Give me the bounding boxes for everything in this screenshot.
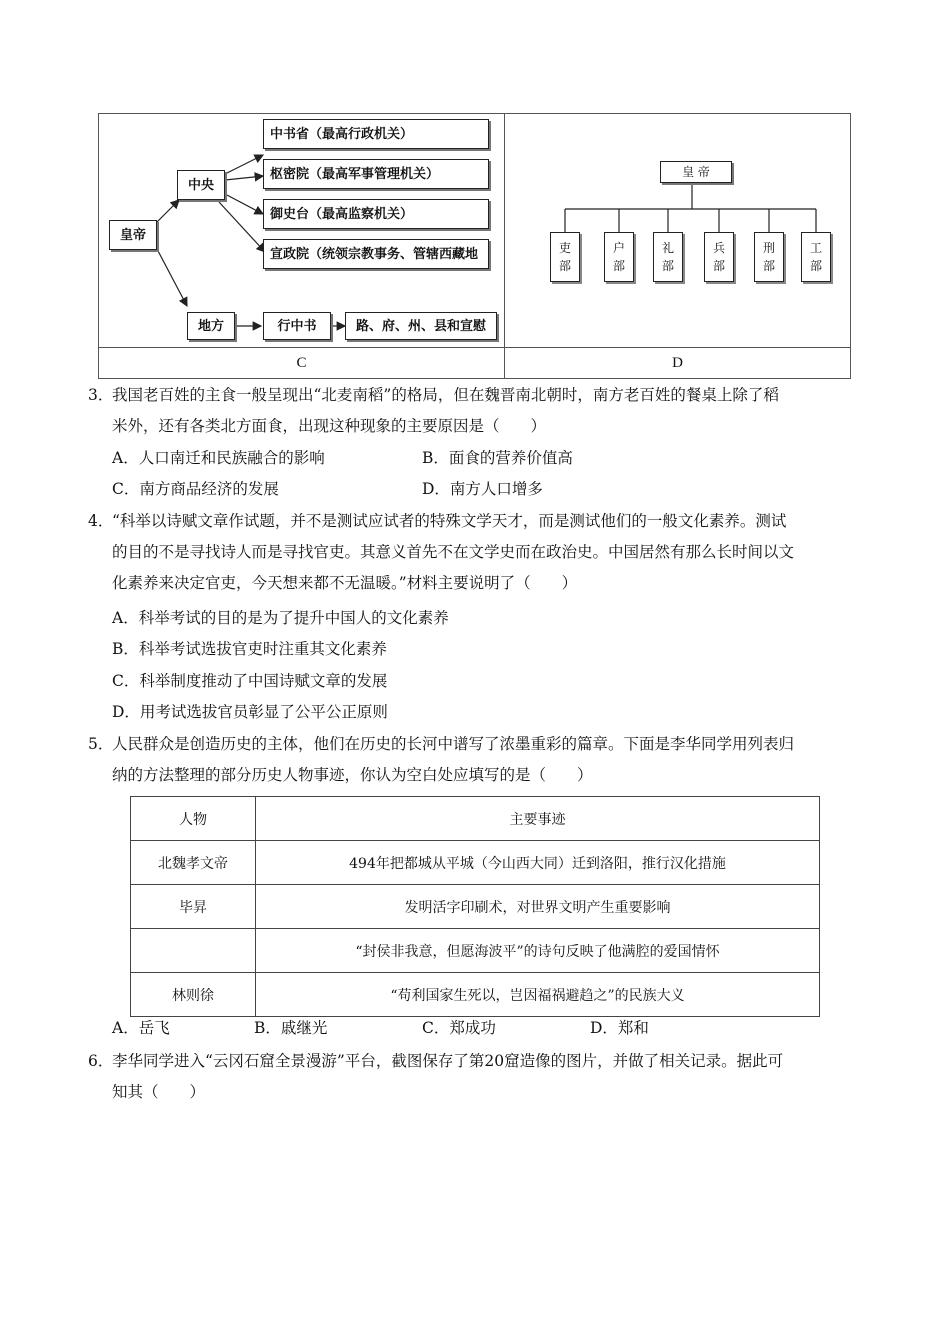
question-3 (88, 380, 858, 442)
q5-option-c[interactable]: C．郑成功 (422, 1019, 496, 1037)
caption-row (99, 347, 850, 378)
emperor-box-d: 皇 帝 (660, 161, 732, 183)
q3-option-d[interactable]: D．南方人口增多 (422, 480, 543, 498)
q4-option-d[interactable]: D．用考试选拔官员彰显了公平公正原则 (112, 703, 388, 721)
caption-c: C (99, 348, 505, 379)
question-6 (88, 1046, 858, 1108)
question-text: 化素养来决定官吏，今天想来都不无温暖。”材料主要说明了（ ） (112, 574, 578, 592)
question-5 (88, 729, 858, 791)
table-cell: 494年把都城从平城（今山西大同）迁到洛阳，推行汉化措施 (256, 841, 820, 885)
table-cell: 毕昇 (131, 885, 256, 929)
question-number: 5． (88, 735, 114, 753)
q4-option-a[interactable]: A．科举考试的目的是为了提升中国人的文化素养 (112, 609, 449, 627)
q3-option-c[interactable]: C．南方商品经济的发展 (112, 480, 279, 498)
ministry-personnel: 吏 部 (550, 232, 580, 282)
shumiyuan-box: 枢密院（最高军事管理机关） (263, 159, 489, 189)
ministry-rites: 礼 部 (653, 232, 683, 282)
question-text: 米外，还有各类北方面食，出现这种现象的主要原因是（ ） (112, 417, 547, 435)
table-row (131, 973, 820, 1017)
question-text: 知其（ ） (112, 1083, 206, 1101)
xuanzhengyuan-box: 宣政院（统领宗教事务、管辖西藏地 (263, 239, 489, 269)
question-text: “科举以诗赋文章作试题，并不是测试应试者的特殊文学天才，而是测试他们的一般文化素养。测试 (112, 512, 787, 530)
q3-option-a[interactable]: A．人口南迁和民族融合的影响 (112, 449, 325, 467)
question-text: 我国老百姓的主食一般呈现出“北麦南稻”的格局，但在魏晋南北朝时，南方老百姓的餐桌上除了稻 (112, 386, 779, 404)
table-cell: “苟利国家生死以，岂因福祸避趋之”的民族大义 (256, 973, 820, 1017)
local-box: 地方 (187, 312, 235, 340)
question-4 (88, 506, 858, 599)
q4-option-c[interactable]: C．科举制度推动了中国诗赋文章的发展 (112, 672, 388, 690)
central-box: 中央 (177, 170, 225, 200)
diagram-d-connectors (505, 114, 851, 347)
question-number: 3． (88, 386, 114, 404)
q5-option-b[interactable]: B．戚继光 (254, 1019, 328, 1037)
yushitai-box: 御史台（最高监察机关） (263, 199, 489, 229)
q4-option-b[interactable]: B．科举考试选拔官吏时注重其文化素养 (112, 640, 387, 658)
table-cell: 北魏孝文帝 (131, 841, 256, 885)
figures-table (130, 796, 820, 1017)
question-number: 6． (88, 1052, 114, 1070)
ministry-revenue: 户 部 (604, 232, 634, 282)
ministry-justice: 刑 部 (754, 232, 784, 282)
zhongshusheng-box: 中书省（最高行政机关） (263, 119, 489, 149)
q5-option-a[interactable]: A．岳飞 (112, 1019, 170, 1037)
table-cell: “封侯非我意，但愿海波平”的诗句反映了他满腔的爱国情怀 (256, 929, 820, 973)
diagram-table (98, 113, 851, 379)
lower-levels-box: 路、府、州、县和宣慰 (345, 312, 497, 340)
diagram-c (99, 114, 505, 347)
xingzhongshu-box: 行中书 (263, 312, 331, 340)
table-cell: 发明活字印刷术，对世界文明产生重要影响 (256, 885, 820, 929)
question-text: 的目的不是寻找诗人而是寻找官吏。其意义首先不在文学史而在政治史。中国居然有那么长时间以文 (112, 543, 795, 561)
table-header: 主要事迹 (256, 797, 820, 841)
table-row (131, 841, 820, 885)
diagram-d (505, 114, 851, 347)
table-cell-blank (131, 929, 256, 973)
table-cell: 林则徐 (131, 973, 256, 1017)
ministry-works: 工 部 (801, 232, 831, 282)
question-text: 人民群众是创造历史的主体，他们在历史的长河中谱写了浓墨重彩的篇章。下面是李华同学用列表归 (112, 735, 795, 753)
table-row (131, 885, 820, 929)
q3-option-b[interactable]: B．面食的营养价值高 (422, 449, 573, 467)
table-header: 人物 (131, 797, 256, 841)
table-header-row (131, 797, 820, 841)
question-number: 4． (88, 512, 114, 530)
question-text: 纳的方法整理的部分历史人物事迹，你认为空白处应填写的是（ ） (112, 766, 593, 784)
table-row (131, 929, 820, 973)
emperor-box: 皇帝 (109, 220, 157, 250)
question-text: 李华同学进入“云冈石窟全景漫游”平台，截图保存了第20窟造像的图片，并做了相关记录。据此可 (112, 1052, 784, 1070)
caption-d: D (672, 355, 683, 371)
ministry-war: 兵 部 (704, 232, 734, 282)
q5-option-d[interactable]: D．郑和 (590, 1019, 649, 1037)
